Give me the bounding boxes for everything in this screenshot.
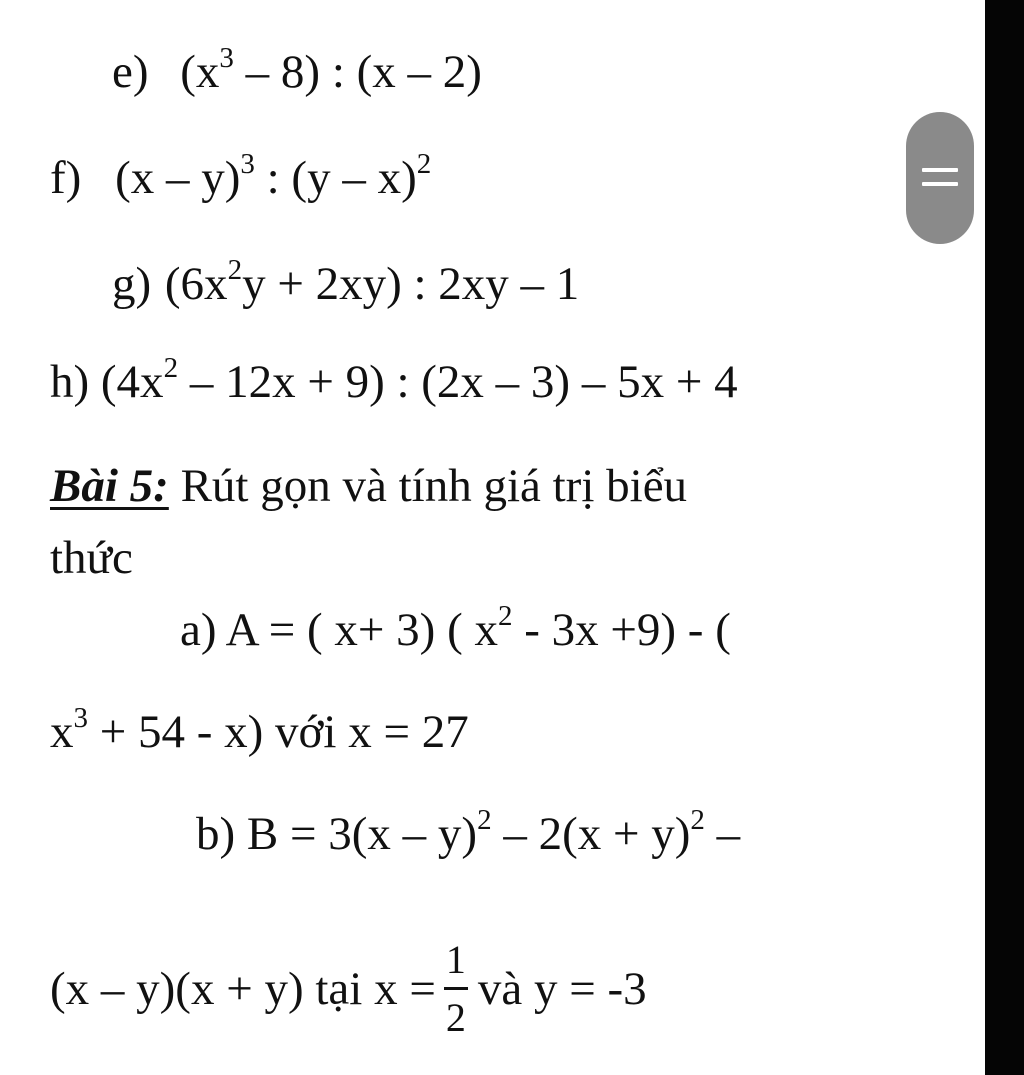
exercise-f-expr-mid: : (y – x) xyxy=(254,152,417,204)
exercise-f-label: f) xyxy=(50,152,82,204)
bai5-a-line2-post: + 54 - x) với x = 27 xyxy=(88,706,469,758)
bai5-b-line2-pre: (x – y)(x + y) tại x = xyxy=(50,962,436,1015)
bai5-title-line2 xyxy=(50,530,133,586)
exercise-f-expr-pre: (x – y) xyxy=(115,152,241,204)
exercise-h xyxy=(50,354,738,410)
bai5-a-line2 xyxy=(50,704,469,760)
exercise-h-label: h) xyxy=(50,356,90,408)
exercise-e-expr-post: – 8) : (x – 2) xyxy=(233,46,482,98)
bai5-a-line1-post: - 3x +9) - ( xyxy=(512,604,731,656)
exercise-g-expr-pre: (6x xyxy=(164,258,228,310)
fraction-bar xyxy=(444,987,468,990)
exercise-e-label: e) xyxy=(112,46,149,98)
exercise-g-label: g) xyxy=(112,258,152,310)
exercise-g-sup: 2 xyxy=(227,254,243,286)
right-edge-bar xyxy=(985,0,1024,1075)
bai5-a-line2-pre: x xyxy=(50,706,74,758)
exercise-e-sup: 3 xyxy=(219,42,234,74)
bai5-a-line1-sup: 2 xyxy=(497,600,513,632)
bai5-b-line1-pre: b) B = 3(x – y) xyxy=(196,808,478,860)
bai5-a-line2-sup: 3 xyxy=(73,702,88,734)
fraction-denominator: 2 xyxy=(445,995,466,1040)
bai5-b-line2 xyxy=(50,937,647,1046)
bai5-title-line1 xyxy=(50,458,687,514)
exercise-h-sup: 2 xyxy=(163,352,179,384)
exercise-f xyxy=(50,150,431,206)
bai5-b-line1-sup2: 2 xyxy=(690,804,705,836)
scroll-thumb[interactable] xyxy=(906,112,974,244)
fraction-numerator: 1 xyxy=(445,937,466,982)
bai5-b-line1-sup1: 2 xyxy=(477,804,492,836)
exercise-h-expr-pre: (4x xyxy=(100,356,164,408)
exercise-f-sup2: 2 xyxy=(416,148,432,180)
bai5-b-line1-post: – xyxy=(704,808,741,860)
bai5-a-line1-pre: a) A = ( x+ 3) ( x xyxy=(180,604,498,656)
bai5-title-text: Rút gọn và tính giá trị biểu xyxy=(168,460,688,512)
exercise-h-expr-post: – 12x + 9) : (2x – 3) – 5x + 4 xyxy=(178,356,738,408)
exercise-g-expr-post: y + 2xy) : 2xy – 1 xyxy=(242,258,580,310)
bai5-heading: Bài 5: xyxy=(50,460,169,512)
exercise-e xyxy=(112,44,482,100)
exercise-g xyxy=(112,256,579,312)
drag-handle-grip-top xyxy=(922,168,958,172)
bai5-a-line1 xyxy=(180,602,731,658)
bai5-b-line2-post: và y = -3 xyxy=(477,962,647,1015)
bai5-title-text-2: thức xyxy=(50,532,133,584)
bai5-b-line1 xyxy=(196,806,740,862)
exercise-f-sup1: 3 xyxy=(240,148,255,180)
exercise-e-expr-pre: (x xyxy=(180,46,220,98)
bai5-b-line1-mid: – 2(x + y) xyxy=(491,808,691,860)
drag-handle-grip-bottom xyxy=(922,182,958,186)
fraction-one-half xyxy=(444,936,468,1042)
